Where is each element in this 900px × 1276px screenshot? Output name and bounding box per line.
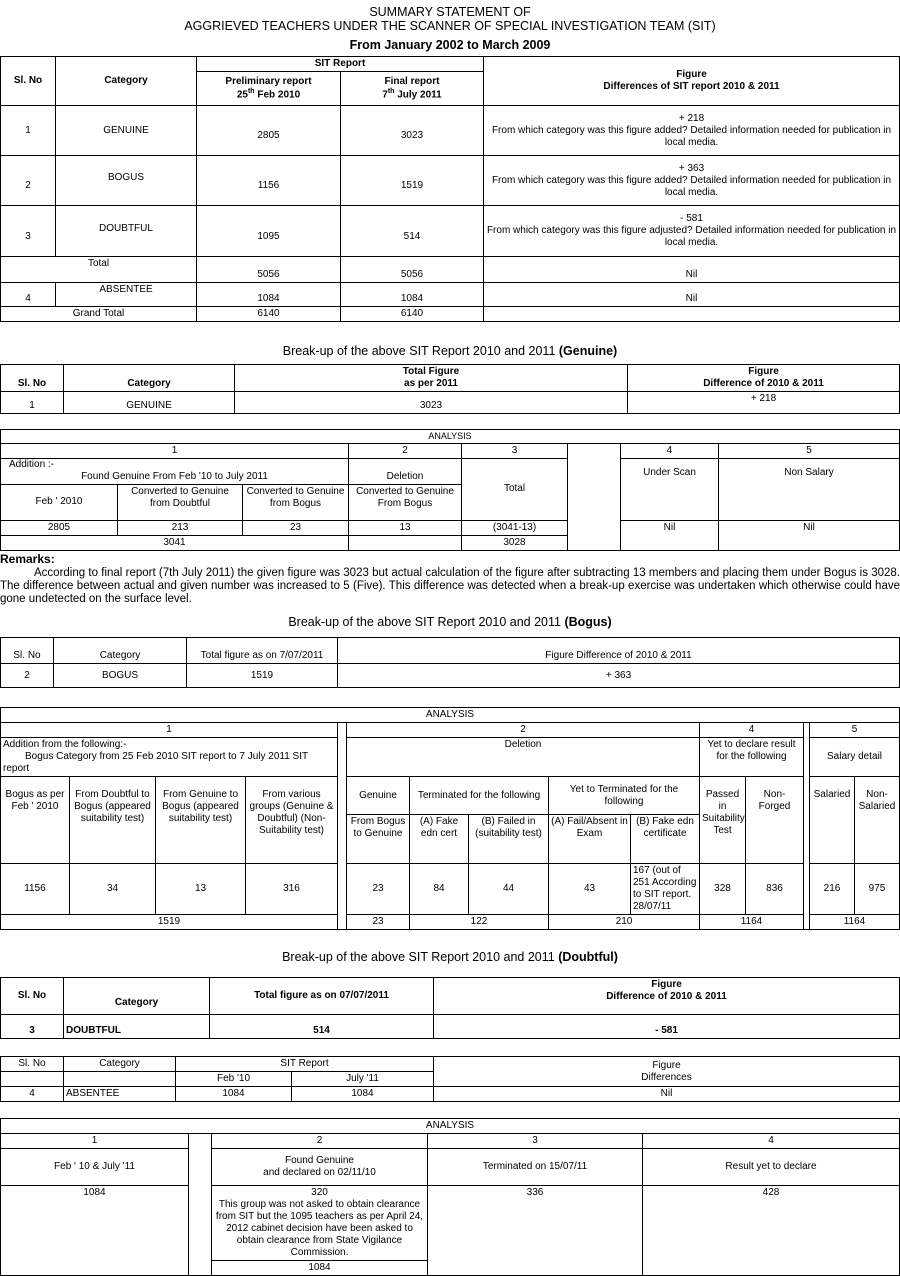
table-row <box>1 283 900 307</box>
absentee-analysis-c2: 2 <box>212 1134 428 1149</box>
bogus-v: 1156 <box>1 864 70 915</box>
bogus-diff: + 363 <box>338 664 900 688</box>
genuine-sub-3: 3028 <box>462 535 568 550</box>
absentee-v2: 320 This group was not asked to obtain clearance from SIT but the 1095 teachers as per April 24, 2012 cabinet decision have been asked to obtain clearance from State Vigilance Commission. <box>212 1186 428 1261</box>
bogus-h-from-genuine: From Genuine to Bogus (appeared suitability test) <box>156 777 246 864</box>
absentee-h-slno: Sl. No <box>1 1057 64 1072</box>
header-line3: From January 2002 to March 2009 <box>349 37 551 52</box>
bogus-h-category: Category <box>54 638 187 664</box>
table-row <box>1 206 900 257</box>
bogus-h-from-doubtful: From Doubtful to Bogus (appeared suitability test) <box>70 777 156 864</box>
bogus-analysis-c2: 2 <box>347 723 700 738</box>
bogus-section-title: Break-up of the above SIT Report 2010 and 2011 (Bogus) <box>288 615 612 630</box>
bogus-v: 316 <box>246 864 338 915</box>
absentee-sl: 4 <box>1 1087 64 1102</box>
summary-final: 3023 <box>341 106 484 156</box>
summary-total-prelim: 5056 <box>197 257 341 283</box>
summary-grand-final: 6140 <box>341 307 484 322</box>
summary-abs-sl: 4 <box>1 283 56 307</box>
absentee-h-blank2 <box>64 1072 176 1087</box>
bogus-h-non-salaried: Non- Salaried <box>855 777 900 864</box>
absentee-table <box>0 1056 900 1102</box>
summary-h-prelim-label: Preliminary report <box>225 75 312 87</box>
genuine-sub-2 <box>349 535 462 550</box>
absentee-analysis-c1: 1 <box>1 1134 189 1149</box>
bogus-h-slno: Sl. No <box>1 638 54 664</box>
genuine-v-scan: Nil <box>621 520 719 550</box>
bogus-h-yet-terminated: Yet to Terminated for the following <box>549 777 700 815</box>
genuine-v-del: 13 <box>349 520 462 535</box>
absentee-v3: 336 <box>428 1186 643 1276</box>
summary-h-sit: SIT Report <box>197 57 484 72</box>
doubtful-total: 514 <box>210 1015 434 1039</box>
absentee-cat: ABSENTEE <box>64 1087 176 1102</box>
absentee-analysis-h1: Feb ' 10 & July '11 <box>1 1149 189 1186</box>
absentee-analysis-c3: 3 <box>428 1134 643 1149</box>
table-row <box>1 1087 900 1102</box>
bogus-h-terminated: Terminated for the following <box>410 777 549 815</box>
summary-total-final: 5056 <box>341 257 484 283</box>
genuine-analysis-spacer <box>568 443 621 550</box>
genuine-h-figure: Figure Difference of 2010 & 2011 <box>628 365 900 392</box>
summary-h-final <box>341 72 484 106</box>
bogus-table <box>0 637 900 688</box>
summary-table <box>0 56 900 322</box>
bogus-analysis-spacer-a <box>338 723 347 930</box>
remarks-heading: Remarks: <box>0 551 55 566</box>
genuine-cat: GENUINE <box>64 392 235 414</box>
genuine-analysis-under-scan: Under Scan <box>621 458 719 520</box>
doubtful-section-title: Break-up of the above SIT Report 2010 and 2011 (Doubtful) <box>282 950 618 965</box>
genuine-analysis-c1: 1 <box>1 443 349 458</box>
remarks-block <box>0 553 900 606</box>
table-row <box>1 106 900 156</box>
genuine-analysis-conv-genuine: Converted to Genuine from Bogus <box>243 484 349 520</box>
summary-fig: - 581 From which category was this figure adjusted? Detailed information needed for publication in local media. <box>484 206 900 257</box>
remarks-text: According to final report (7th July 2011) the given figure was 3023 but actual calculation of the figure after subtracting 13 members and placing them under Bogus is 3028. The difference between actual and given number was increased to 5 (Five). This difference was detected when a break-up exercise was undertaken which otherwise could have gone undetected on the surface level. <box>0 566 900 606</box>
absentee-analysis-c4: 4 <box>643 1134 900 1149</box>
genuine-analysis-deletion: Deletion <box>349 458 462 484</box>
bogus-h-b-fake: (B) Fake edn certificate <box>631 815 700 864</box>
genuine-analysis-conv-bogus: Converted to Genuine From Bogus <box>349 484 462 520</box>
summary-grand-fig <box>484 307 900 322</box>
summary-prelim: 2805 <box>197 106 341 156</box>
bogus-v: 13 <box>156 864 246 915</box>
bogus-analysis-deletion: Deletion <box>347 738 700 777</box>
bogus-h-genuine: Genuine <box>347 777 410 815</box>
genuine-analysis-total: Total <box>462 458 568 520</box>
bogus-v: 43 <box>549 864 631 915</box>
genuine-diff: + 218 <box>628 392 900 414</box>
bogus-analysis-title: ANALYSIS <box>1 708 900 723</box>
summary-total-fig: Nil <box>484 257 900 283</box>
genuine-v-total: (3041-13) <box>462 520 568 535</box>
bogus-h-bogus-feb: Bogus as per Feb ' 2010 <box>1 777 70 864</box>
summary-sl: 2 <box>1 156 56 206</box>
table-row <box>1 1186 900 1261</box>
absentee-v4: 428 <box>643 1186 900 1276</box>
doubtful-h-slno: Sl. No <box>1 978 64 1015</box>
absentee-h-category: Category <box>64 1057 176 1072</box>
summary-abs-cat: ABSENTEE <box>56 283 197 307</box>
doubtful-h-figure: Figure Difference of 2010 & 2011 <box>434 978 900 1015</box>
header-line1: SUMMARY STATEMENT OF <box>369 5 531 19</box>
genuine-v-feb: 2805 <box>1 520 118 535</box>
bogus-analysis-salary-detail: Salary detail <box>810 738 900 777</box>
absentee-h-figure: Figure Differences <box>434 1057 900 1087</box>
bogus-sub: 122 <box>410 915 549 930</box>
genuine-section-title: Break-up of the above SIT Report 2010 and 2011 (Genuine) <box>282 344 618 359</box>
bogus-h-from-bogus: From Bogus to Genuine <box>347 815 410 864</box>
bogus-sub: 210 <box>549 915 700 930</box>
summary-abs-fig: Nil <box>484 283 900 307</box>
genuine-h-category: Category <box>64 365 235 392</box>
bogus-h-a-fake: (A) Fake edn cert <box>410 815 469 864</box>
doubtful-cat: DOUBTFUL <box>64 1015 210 1039</box>
absentee-analysis-title: ANALYSIS <box>1 1119 900 1134</box>
genuine-analysis-conv-doubtful: Converted to Genuine from Doubtful <box>118 484 243 520</box>
summary-h-figure <box>484 57 900 106</box>
document-header <box>0 0 900 52</box>
bogus-v: 216 <box>810 864 855 915</box>
genuine-analysis-title: ANALYSIS <box>1 430 900 444</box>
summary-abs-final: 1084 <box>341 283 484 307</box>
bogus-h-salaried: Salaried <box>810 777 855 864</box>
bogus-sub: 23 <box>347 915 410 930</box>
summary-h-final-label: Final report <box>384 75 440 87</box>
table-row <box>1 915 900 930</box>
summary-prelim: 1095 <box>197 206 341 257</box>
genuine-h-slno: Sl. No <box>1 365 64 392</box>
genuine-analysis-non-salary: Non Salary <box>719 458 900 520</box>
summary-h-slno: Sl. No <box>1 57 56 106</box>
bogus-v: 44 <box>469 864 549 915</box>
summary-h-figure-label: Figure <box>676 69 707 81</box>
bogus-analysis-yet-declare: Yet to declare result for the following <box>700 738 804 777</box>
genuine-analysis-c2: 2 <box>349 443 462 458</box>
summary-total-label: Total <box>1 257 197 283</box>
summary-grand-label: Grand Total <box>1 307 197 322</box>
bogus-v: 84 <box>410 864 469 915</box>
bogus-analysis-c1: 1 <box>1 723 338 738</box>
bogus-v: 34 <box>70 864 156 915</box>
bogus-h-non-forged: Non- Forged <box>746 777 804 864</box>
absentee-analysis-spacer <box>189 1134 212 1276</box>
bogus-v: 975 <box>855 864 900 915</box>
genuine-analysis-addition: Addition :- Found Genuine From Feb '10 to July 2011 <box>1 458 349 484</box>
summary-cat: BOGUS <box>56 156 197 206</box>
table-row <box>1 864 900 915</box>
summary-h-prelim <box>197 72 341 106</box>
bogus-analysis-c4: 4 <box>700 723 804 738</box>
bogus-v: 167 (out of 251 According to SIT report. 28/07/11 <box>631 864 700 915</box>
absentee-feb: 1084 <box>176 1087 292 1102</box>
bogus-analysis-addition: Addition from the following:- Bogus Category from 25 Feb 2010 SIT report to 7 July 2011 SIT report <box>1 738 338 777</box>
doubtful-h-total: Total figure as on 07/07/2011 <box>210 978 434 1015</box>
bogus-total: 1519 <box>187 664 338 688</box>
summary-h-category: Category <box>56 57 197 106</box>
absentee-h-july: July '11 <box>292 1072 434 1087</box>
absentee-v1: 1084 <box>1 1186 189 1276</box>
absentee-diff: Nil <box>434 1087 900 1102</box>
genuine-analysis-feb2010: Feb ' 2010 <box>1 484 118 520</box>
bogus-v: 23 <box>347 864 410 915</box>
table-row <box>1 307 900 322</box>
bogus-sub: 1164 <box>810 915 900 930</box>
doubtful-diff: - 581 <box>434 1015 900 1039</box>
table-row <box>1 392 900 414</box>
bogus-v: 328 <box>700 864 746 915</box>
summary-grand-prelim: 6140 <box>197 307 341 322</box>
bogus-h-a-fail: (A) Fail/Absent in Exam <box>549 815 631 864</box>
genuine-h-total: Total Figure as per 2011 <box>235 365 628 392</box>
genuine-total: 3023 <box>235 392 628 414</box>
absentee-analysis-table <box>0 1118 900 1276</box>
doubtful-sl: 3 <box>1 1015 64 1039</box>
bogus-h-total: Total figure as on 7/07/2011 <box>187 638 338 664</box>
absentee-analysis-h2: Found Genuine and declared on 02/11/10 <box>212 1149 428 1186</box>
genuine-v-gen: 23 <box>243 520 349 535</box>
summary-sl: 1 <box>1 106 56 156</box>
summary-cat: DOUBTFUL <box>56 206 197 257</box>
absentee-h-sit: SIT Report <box>176 1057 434 1072</box>
summary-h-final-date: 7th July 2011 <box>382 87 442 101</box>
summary-cat: GENUINE <box>56 106 197 156</box>
table-row <box>1 156 900 206</box>
summary-abs-prelim: 1084 <box>197 283 341 307</box>
genuine-table <box>0 364 900 414</box>
absentee-h-feb: Feb '10 <box>176 1072 292 1087</box>
summary-h-prelim-date: 25th Feb 2010 <box>236 87 301 101</box>
summary-h-diff: Differences of SIT report 2010 & 2011 <box>603 81 780 93</box>
summary-final: 514 <box>341 206 484 257</box>
table-row <box>1 1015 900 1039</box>
genuine-analysis-c5: 5 <box>719 443 900 458</box>
bogus-h-from-various: From various groups (Genuine & Doubtful) (Non- Suitability test) <box>246 777 338 864</box>
absentee-analysis-h4: Result yet to declare <box>643 1149 900 1186</box>
genuine-v-doubt: 213 <box>118 520 243 535</box>
bogus-cat: BOGUS <box>54 664 187 688</box>
bogus-sub: 1519 <box>1 915 338 930</box>
summary-final: 1519 <box>341 156 484 206</box>
summary-sl: 3 <box>1 206 56 257</box>
genuine-analysis-c3: 3 <box>462 443 568 458</box>
genuine-analysis-c4: 4 <box>621 443 719 458</box>
bogus-analysis-table <box>0 707 900 930</box>
bogus-sl: 2 <box>1 664 54 688</box>
bogus-h-passed: Passed in Suitability Test <box>700 777 746 864</box>
bogus-h-diff: Figure Difference of 2010 & 2011 <box>338 638 900 664</box>
genuine-sub-1: 3041 <box>1 535 349 550</box>
table-row <box>1 257 900 283</box>
genuine-sl: 1 <box>1 392 64 414</box>
doubtful-table <box>0 977 900 1039</box>
genuine-v-nonsal: Nil <box>719 520 900 550</box>
absentee-analysis-h3: Terminated on 15/07/11 <box>428 1149 643 1186</box>
summary-fig: + 218 From which category was this figure added? Detailed information needed for publication in local media. <box>484 106 900 156</box>
absentee-h-blank1 <box>1 1072 64 1087</box>
bogus-h-b-failed: (B) Failed in (suitability test) <box>469 815 549 864</box>
table-row <box>1 520 900 535</box>
bogus-analysis-c5: 5 <box>810 723 900 738</box>
summary-prelim: 1156 <box>197 156 341 206</box>
header-line2: AGGRIEVED TEACHERS UNDER THE SCANNER OF SPECIAL INVESTIGATION TEAM (SIT) <box>184 19 716 34</box>
doubtful-h-category: Category <box>64 978 210 1015</box>
summary-fig: + 363 From which category was this figure added? Detailed information needed for publication in local media. <box>484 156 900 206</box>
absentee-sub2: 1084 <box>212 1261 428 1276</box>
genuine-analysis-table <box>0 429 900 551</box>
bogus-sub: 1164 <box>700 915 804 930</box>
absentee-july: 1084 <box>292 1087 434 1102</box>
bogus-v: 836 <box>746 864 804 915</box>
table-row <box>1 664 900 688</box>
